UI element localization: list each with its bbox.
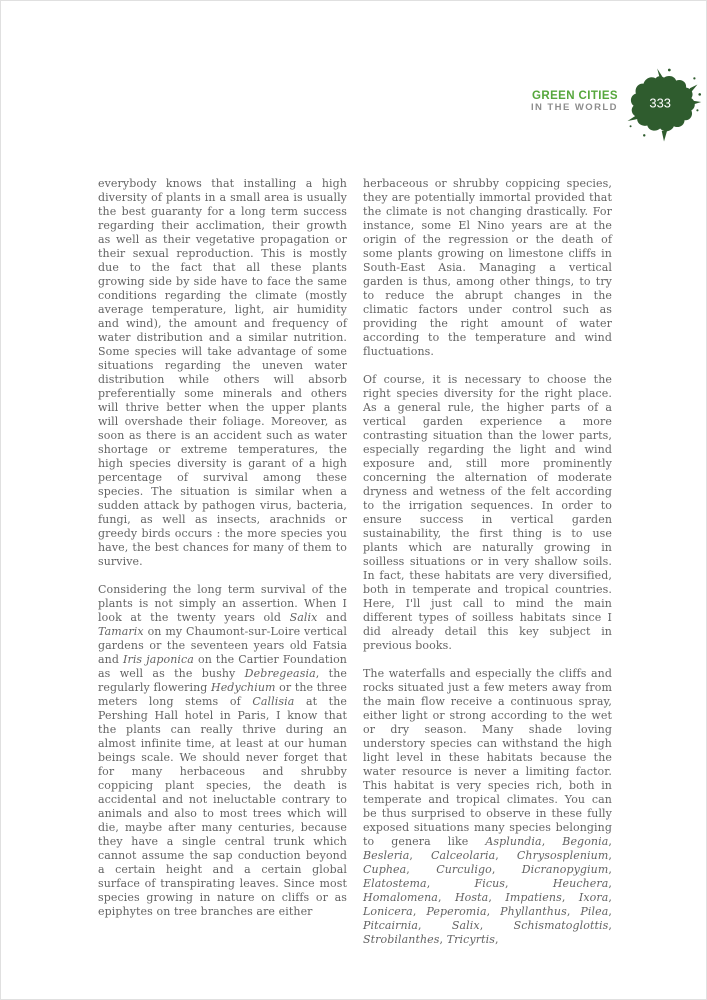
brand-subtitle: IN THE WORLD <box>530 102 618 114</box>
paragraph: Considering the long term survival of the plants is not simply an assertion. When I look at the twenty years old Salix and Tamarix on my Chaumont-sur-Loire vertical gardens or the seventeen years old Fatsia and Iris japonica on the Cartier Foundation as well as the bushy Debregeasia, the regularly flowering Hedychium or the three meters long stems of Callisia at the Pershing Hall hotel in Paris, I know that the plants can really thrive during an almost infinite time, at least at our human beings scale. We should never forget that for many herbaceous and shrubby coppicing plant species, the death is accidental and not ineluctable contrary to animals and also to most trees which will die, maybe after many centuries, because they have a single central trunk which cannot assume the sap conduction beyond a certain height and a certain global surface of transpirating leaves. Since most species growing in nature on cliffs or as epiphytes on tree branches are either <box>98 583 348 918</box>
paragraph: herbaceous or shrubby coppicing species, they are potentially immortal provided that the climate is not changing drastically. For instance, some El Nino years are at the origin of the regression or the death of some plants growing on limestone cliffs in South-East Asia. Managing a vertical garden is thus, among other things, to try to reduce the abrupt changes in the climatic factors under control such as providing the right amount of water according to the temperature and wind fluctuations. <box>363 177 612 358</box>
text-columns <box>98 177 612 961</box>
paragraph: The waterfalls and especially the cliffs and rocks situated just a few meters away from the main flow receive a continuous spray, either light or strong according to the wet or dry season. Many shade loving understory species can withstand the high light level in these habitats because the water resource is never a limiting factor. This habitat is very species rich, both in temperate and tropical climates. You can be thus surprised to observe in these fully exposed situations many species belonging to genera like Asplundia, Begonia, Besleria, Calceolaria, Chrysosplenium, Cuphea, Curculigo, Dicranopygium, Elatostema, Ficus, Heuchera, Homalomena, Hosta, Impatiens, Ixora, Lonicera, Peperomia, Phyllanthus, Pilea, Pitcairnia, Salix, Schismatoglottis, Strobilanthes, Tricyrtis, <box>363 667 612 946</box>
left-column <box>98 177 347 961</box>
right-column <box>363 177 612 961</box>
paragraph: everybody knows that installing a high diversity of plants in a small area is usually the best guaranty for a long term success regarding their acclimation, their growth as well as their vegetative propagation or their sexual reproduction. This is mostly due to the fact that all these plants growing side by side have to face the same conditions regarding the climate (mostly average temperature, light, air humidity and wind), the amount and frequency of water distribution and a similar nutrition. Some species will take advantage of some situations regarding the uneven water distribution while others will absorb preferentially some minerals and others will thrive better when the upper plants will overshade their foliage. Moreover, as soon as there is an accident such as water shortage or extreme temperatures, the high species diversity is garant of a high percentage of survival among these species. The situation is similar when a sudden attack by pathogen virus, bacteria, fungi, as well as insects, arachnids or greedy birds occurs : the more species you have, the best chances for many of them to survive. <box>98 177 347 568</box>
page-number: 333 <box>649 95 671 111</box>
brand-title: GREEN CITIES <box>532 90 618 102</box>
brand-mark <box>531 90 618 114</box>
page-number-splat-icon <box>624 67 704 143</box>
paragraph: Of course, it is necessary to choose the right species diversity for the right place. As a general rule, the higher parts of a vertical garden experience a more contrasting situation than the lower parts, especially regarding the light and wind exposure and, still more prominently concerning the alternation of moderate dryness and wetness of the felt according to the irrigation sequences. In order to ensure success in vertical garden sustainability, the first thing is to use plants which are naturally growing in soilless situations or in very shallow soils. In fact, these habitats are very diversified, both in temperate and tropical countries. Here, I'll just call to mind the main different types of soilless habitats since I did already detail this key subject in previous books. <box>363 373 612 652</box>
